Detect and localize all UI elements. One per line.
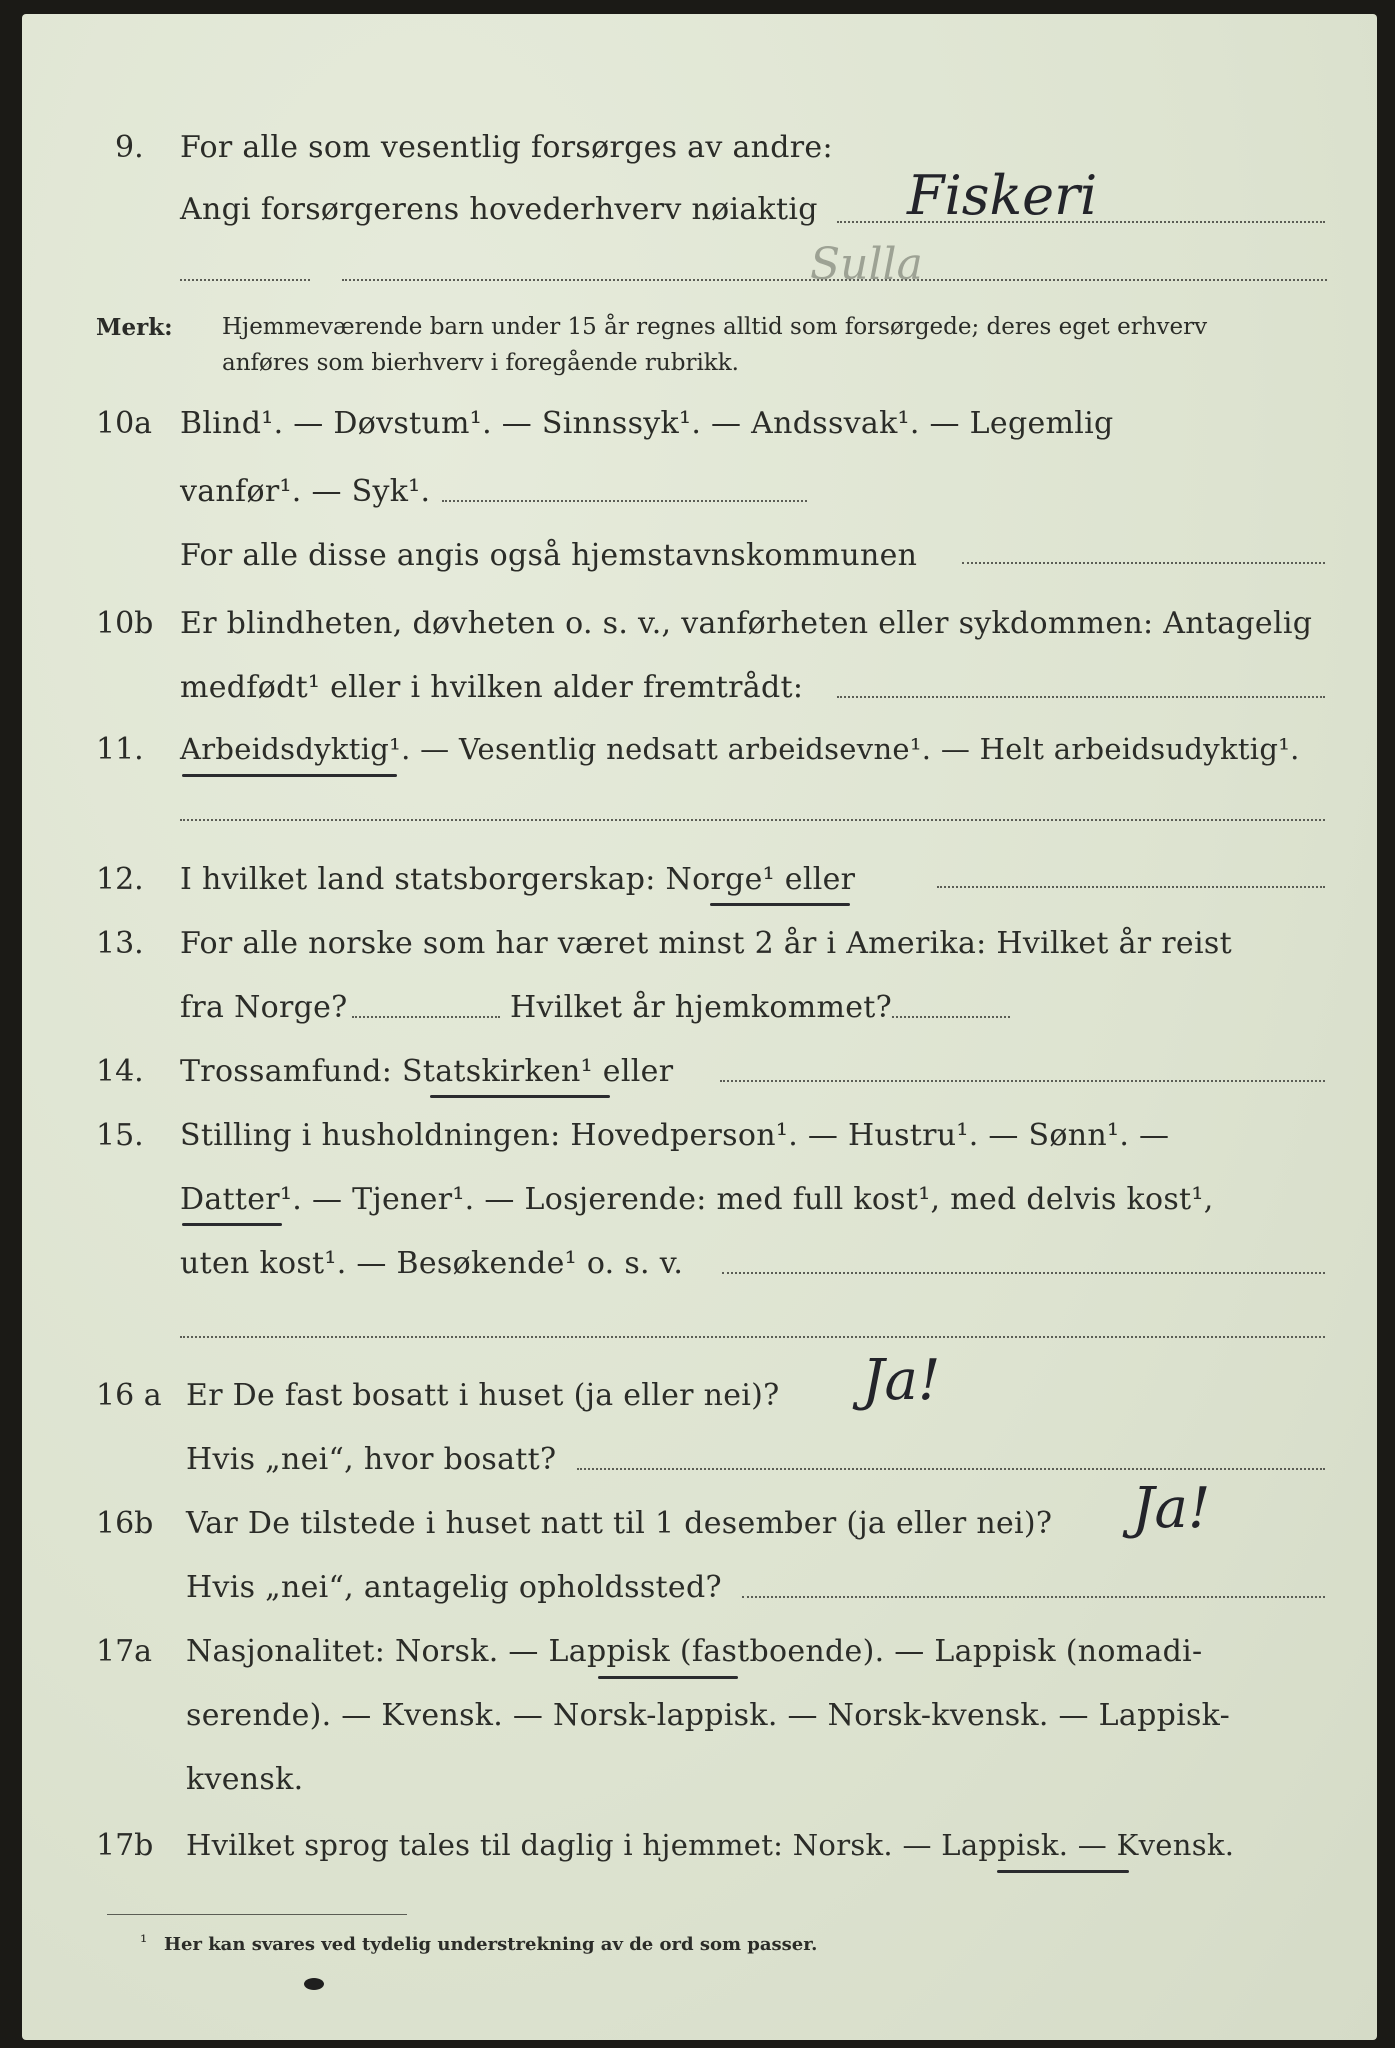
answer-line-10a-home (962, 562, 1325, 564)
footnote-mark: ¹ (140, 1932, 148, 1953)
question-15-line-1: Stilling i husholdningen: Hovedperson¹. — Hustru¹. — Sønn¹. — (180, 1118, 1170, 1153)
item-number-15: 15. (96, 1118, 144, 1153)
item-number-10b: 10b (96, 606, 154, 641)
question-15-line-2: Datter¹. — Tjener¹. — Losjerende: med full kost¹, med delvis kost¹, (180, 1182, 1214, 1217)
underline-arbeidsdyktig (182, 774, 397, 777)
question-11-line-1: Arbeidsdyktig¹. — Vesentlig nedsatt arbeidsevne¹. — Helt arbeidsudyktig¹. (180, 732, 1300, 766)
question-16b-line-1: Var De tilstede i huset natt til 1 desember (ja eller nei)? (186, 1506, 1053, 1541)
question-10b-line-2: medfødt¹ eller i hvilken alder fremtrådt: (180, 670, 804, 705)
answer-line-13-reist (352, 1016, 500, 1018)
answer-line-14 (720, 1080, 1325, 1082)
item-number-10a: 10a (96, 406, 153, 441)
question-9-line-2: Angi forsørgerens hovederhverv nøiaktig (180, 192, 818, 227)
question-16b-line-2: Hvis „nei“, antagelig opholdssted? (186, 1570, 722, 1605)
answer-line-10a (442, 500, 807, 502)
question-17b-line-1: Hvilket sprog tales til daglig i hjemmet: Norsk. — Lappisk. — Kvensk. (186, 1828, 1235, 1862)
item-number-11: 11. (96, 732, 144, 767)
item-number-16a: 16 a (96, 1378, 162, 1413)
underline-datter (182, 1223, 282, 1226)
answer-line-12 (937, 886, 1325, 888)
question-15-line-3: uten kost¹. — Besøkende¹ o. s. v. (180, 1246, 684, 1281)
underline-statskirken (430, 1095, 610, 1098)
merk-line-1: Hjemmeværende barn under 15 år regnes alltid som forsørgede; deres eget erhverv (222, 314, 1208, 340)
item-number-17b: 17b (96, 1828, 154, 1863)
answer-line-16a (577, 1468, 1325, 1470)
question-12-line-1: I hvilket land statsborgerskap: Norge¹ eller (180, 862, 856, 897)
question-16a-line-2: Hvis „nei“, hvor bosatt? (186, 1442, 557, 1477)
question-17a-line-2: serende). — Kvensk. — Norsk-lappisk. — Norsk-kvensk. — Lappisk- (186, 1698, 1231, 1733)
answer-line-15 (722, 1272, 1325, 1274)
merk-line-2: anføres som bierhverv i foregående rubrikk. (222, 350, 739, 376)
item-number-17a: 17a (96, 1634, 153, 1669)
question-13-line-2b: Hvilket år hjemkommet? (510, 990, 893, 1025)
item-number-9: 9. (115, 130, 144, 165)
footnote-rule (107, 1914, 407, 1915)
question-17a-line-1: Nasjonalitet: Norsk. — Lappisk (fastboende). — Lappisk (nomadi- (186, 1634, 1203, 1669)
item-number-12: 12. (96, 862, 144, 897)
item-number-14: 14. (96, 1054, 144, 1089)
answer-line-16b (742, 1596, 1325, 1598)
merk-label: Merk: (96, 314, 173, 341)
answer-line-13-hjem (892, 1016, 1010, 1018)
question-10a-line-1: Blind¹. — Døvstum¹. — Sinnssyk¹. — Andssvak¹. — Legemlig (180, 406, 1114, 441)
underline-norge (710, 903, 850, 906)
question-10a-line-3: For alle disse angis også hjemstavnskommunen (180, 538, 918, 573)
answer-line-11 (180, 819, 1325, 821)
question-14-line-1: Trossamfund: Statskirken¹ eller (180, 1054, 674, 1089)
question-16a-line-1: Er De fast bosatt i huset (ja eller nei)? (186, 1378, 780, 1413)
item-number-16b: 16b (96, 1506, 154, 1541)
ink-blot (300, 1974, 330, 1994)
question-17a-line-3: kvensk. (186, 1762, 304, 1797)
question-9-line-1: For alle som vesentlig forsørges av andre: (180, 130, 833, 165)
question-10b-line-1: Er blindheten, døvheten o. s. v., vanførheten eller sykdommen: Antagelig (180, 606, 1313, 641)
answer-line-15b (180, 1336, 1325, 1338)
question-13-line-2a: fra Norge? (180, 990, 348, 1025)
underline-lappisk-17a (598, 1676, 738, 1679)
item-number-13: 13. (96, 926, 144, 961)
question-10a-line-2: vanfør¹. — Syk¹. (180, 474, 431, 509)
answer-line-9b-left (180, 279, 310, 281)
footnote-text: Her kan svares ved tydelig understrekning av de ord som passer. (164, 1934, 818, 1955)
handwritten-answer-9: Fiskeri (907, 164, 1098, 227)
handwritten-answer-16a: Ja! (862, 1348, 941, 1413)
handwritten-answer-16b: Ja! (1132, 1476, 1211, 1541)
question-13-line-1: For alle norske som har været minst 2 år i Amerika: Hvilket år reist (180, 926, 1232, 961)
underline-lappisk-17b (997, 1870, 1129, 1873)
faint-handwriting-9: Sulla (810, 239, 923, 290)
answer-line-10b (837, 696, 1325, 698)
census-form-page (22, 14, 1377, 2040)
answer-line-9b (342, 279, 1327, 281)
